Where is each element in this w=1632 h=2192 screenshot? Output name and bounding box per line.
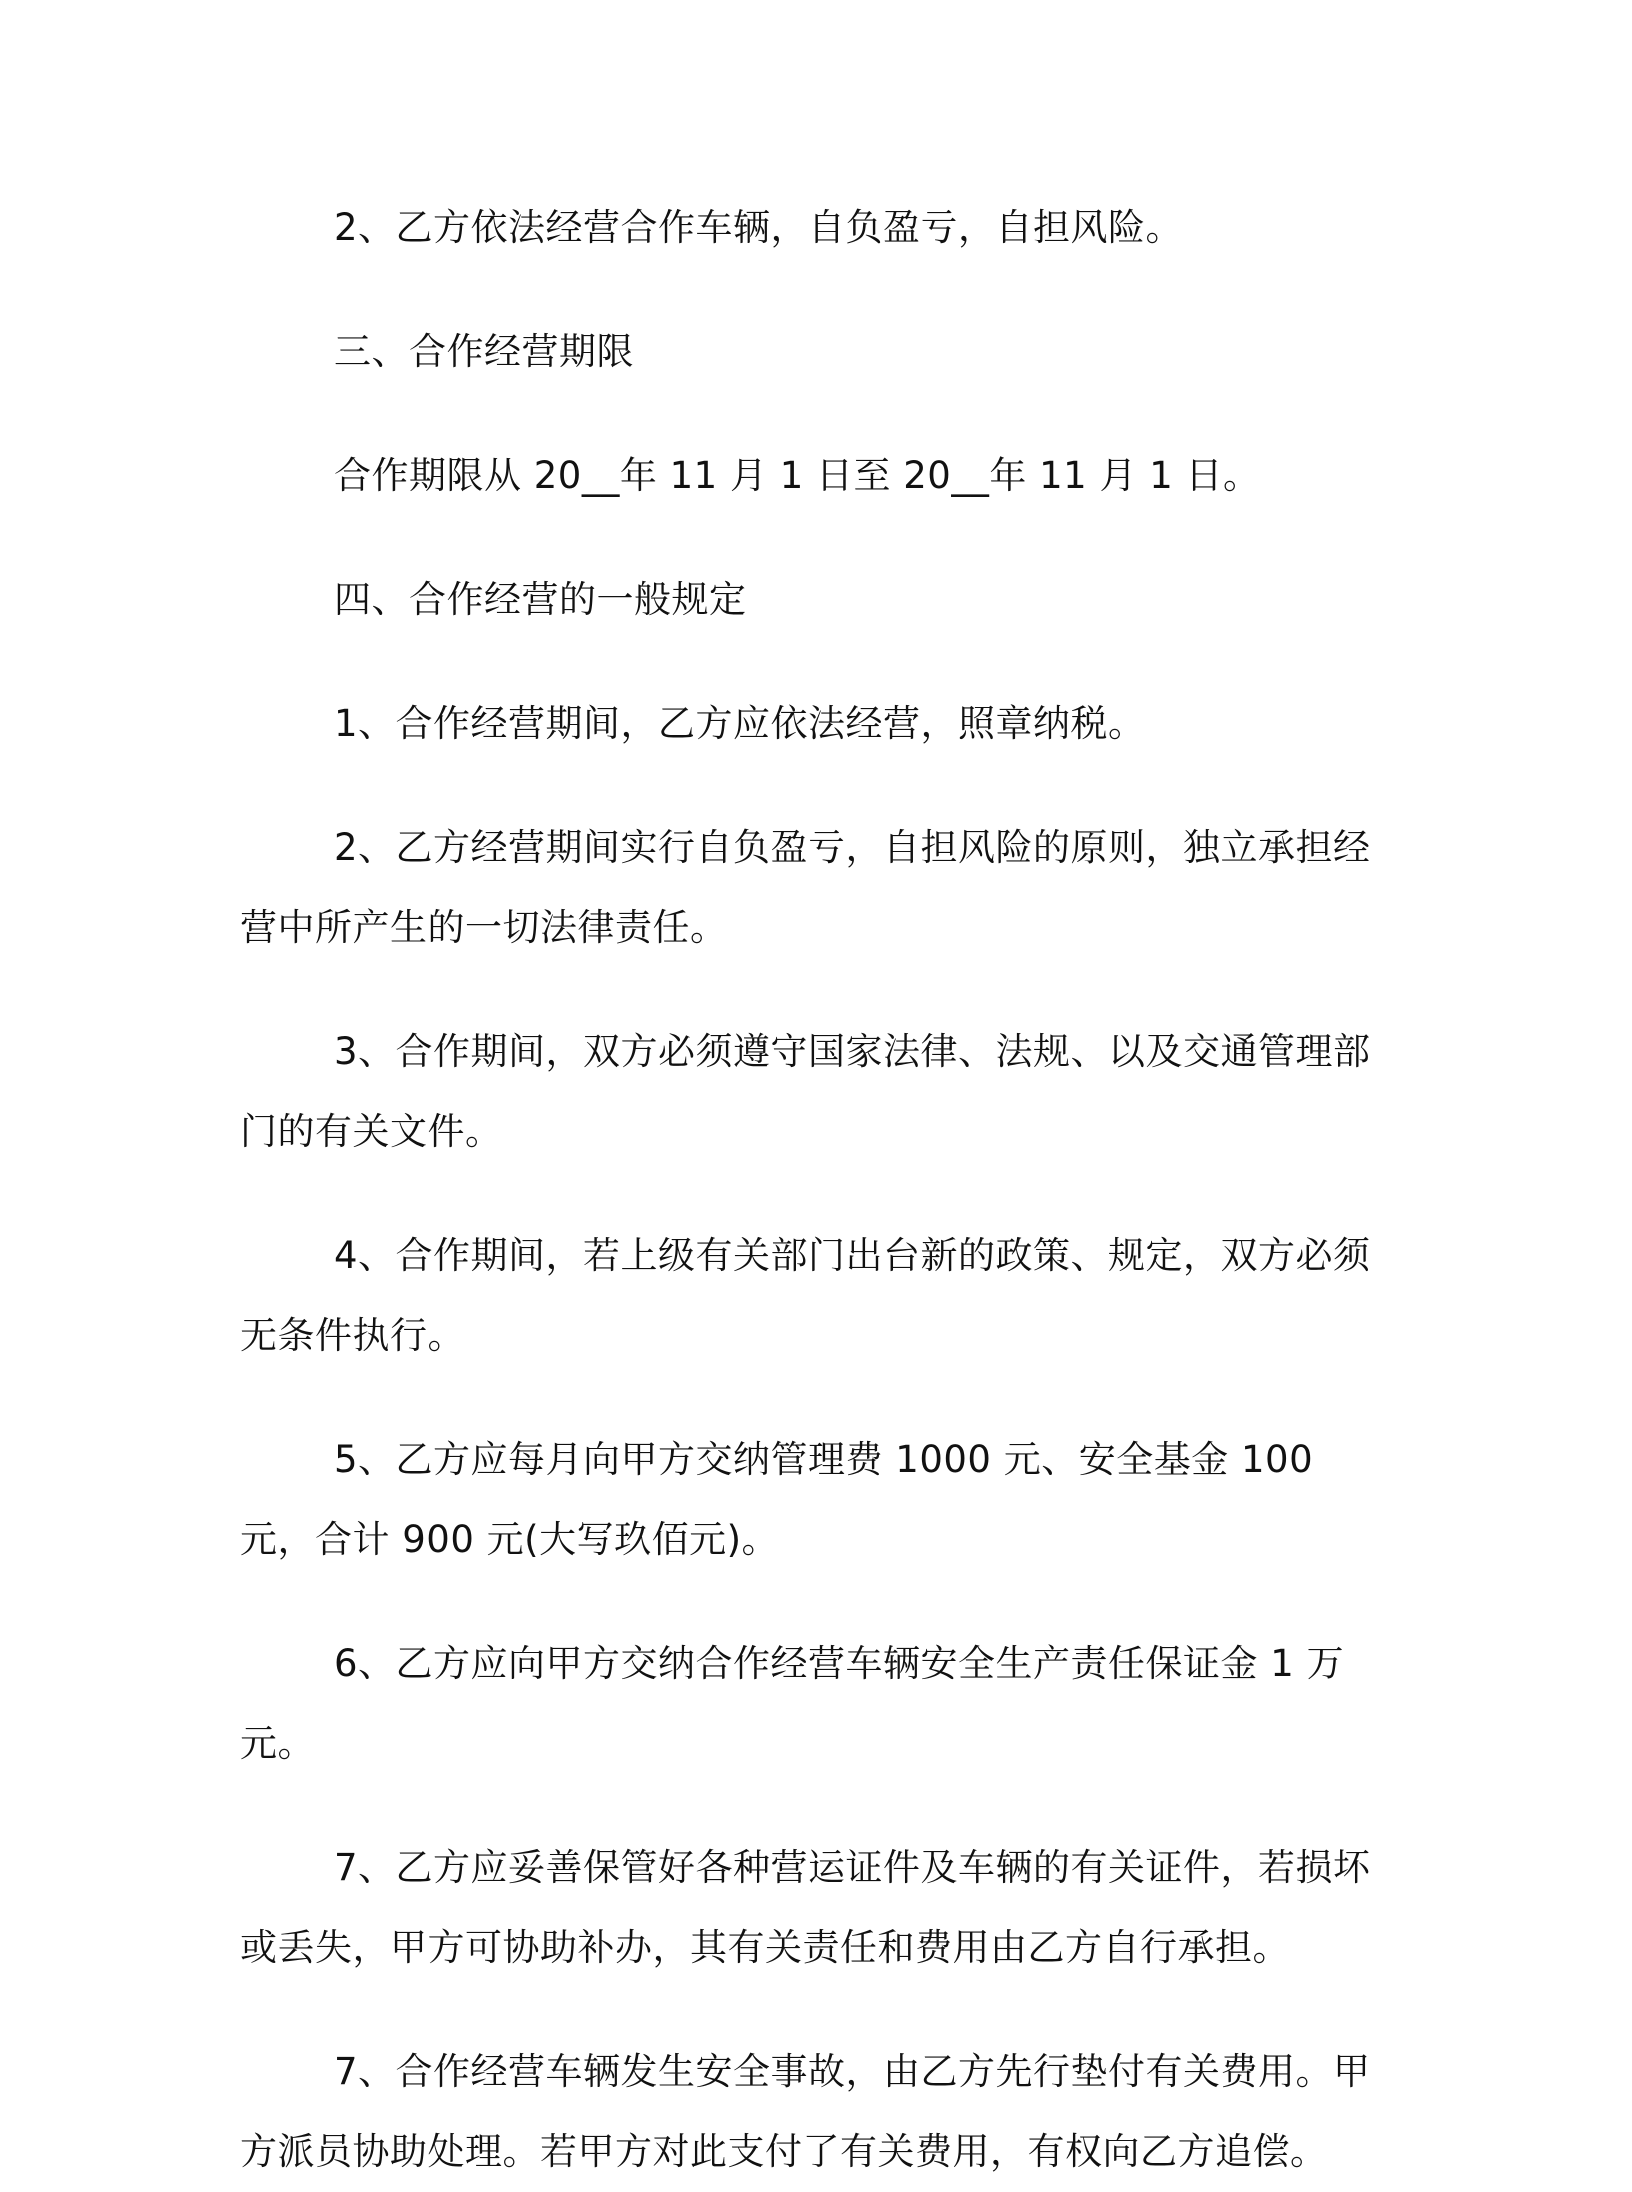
- paragraph-rule-5: 5、乙方应每月向甲方交纳管理费 1000 元、安全基金 100 元，合计 900 元(大写玖佰元)。: [240, 1438, 1314, 1561]
- paragraph-clause-2-operation: 2、乙方依法经营合作车辆，自负盈亏，自担风险。: [334, 206, 1184, 249]
- paragraph-rule-1: 1、合作经营期间，乙方应依法经营，照章纳税。: [334, 702, 1146, 745]
- paragraph-term-period: 合作期限从 20__年 11 月 1 日至 20__年 11 月 1 日。: [334, 454, 1261, 497]
- paragraph-rule-2: 2、乙方经营期间实行自负盈亏，自担风险的原则，独立承担经营中所产生的一切法律责任。: [240, 826, 1371, 949]
- paragraph-rule-7a: 7、乙方应妥善保管好各种营运证件及车辆的有关证件，若损坏或丢失，甲方可协助补办，其有关责任和费用由乙方自行承担。: [240, 1846, 1371, 1969]
- section-heading-general-rules: 四、合作经营的一般规定: [334, 578, 747, 621]
- paragraph-rule-7b: 7、合作经营车辆发生安全事故，由乙方先行垫付有关费用。甲方派员协助处理。若甲方对此支付了有关费用，有权向乙方追偿。: [240, 2050, 1371, 2173]
- paragraph-rule-4: 4、合作期间，若上级有关部门出台新的政策、规定，双方必须无条件执行。: [240, 1234, 1371, 1357]
- paragraph-rule-3: 3、合作期间，双方必须遵守国家法律、法规、以及交通管理部门的有关文件。: [240, 1030, 1371, 1153]
- paragraph-rule-6: 6、乙方应向甲方交纳合作经营车辆安全生产责任保证金 1 万元。: [240, 1642, 1345, 1765]
- document-body: [240, 188, 1390, 2192]
- section-heading-term: 三、合作经营期限: [334, 330, 634, 373]
